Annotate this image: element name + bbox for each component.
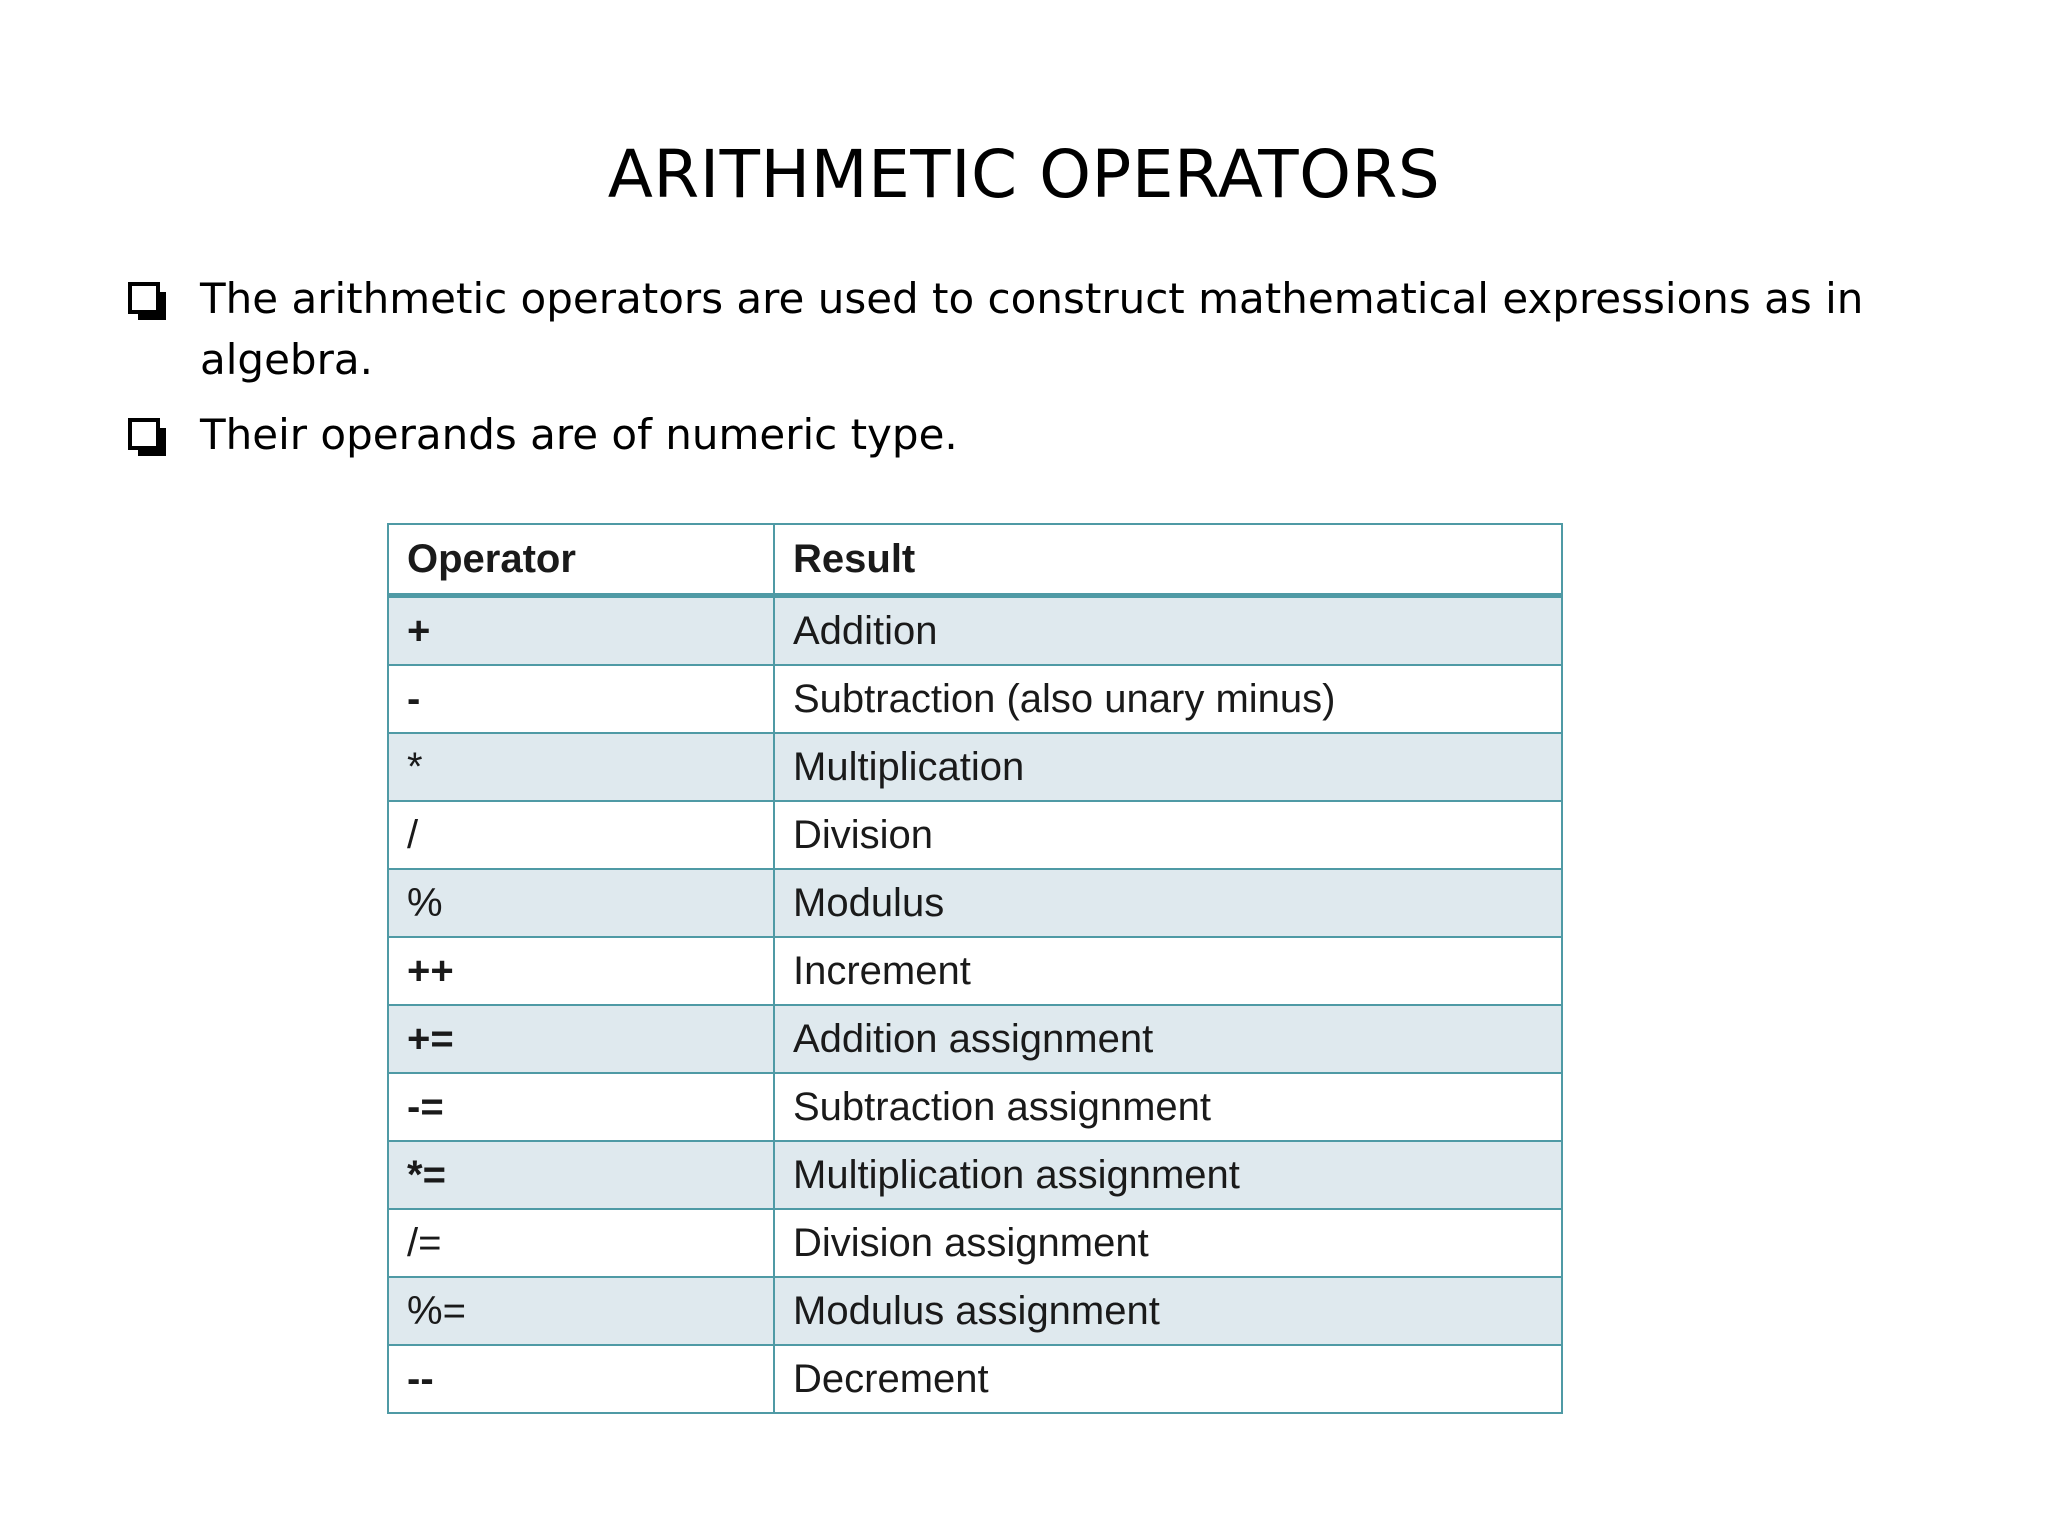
operator-cell: ++ xyxy=(388,937,774,1005)
table-row xyxy=(388,937,1562,1005)
bullet-text: Their operands are of numeric type. xyxy=(200,410,958,459)
operator-cell: /= xyxy=(388,1209,774,1277)
table-header-row xyxy=(388,524,1562,596)
bullet-list xyxy=(128,268,1888,479)
result-cell: Multiplication xyxy=(774,733,1562,801)
operator-cell: -- xyxy=(388,1345,774,1413)
result-cell: Multiplication assignment xyxy=(774,1141,1562,1209)
slide-title: ARITHMETIC OPERATORS xyxy=(607,136,1441,214)
result-cell: Division xyxy=(774,801,1562,869)
operator-cell: / xyxy=(388,801,774,869)
bullet-text: The arithmetic operators are used to construct mathematical expressions as in algebra. xyxy=(200,274,1864,384)
checkbox-bullet-icon xyxy=(128,418,160,450)
operator-cell: % xyxy=(388,869,774,937)
result-cell: Modulus assignment xyxy=(774,1277,1562,1345)
table-row xyxy=(388,1345,1562,1413)
checkbox-bullet-icon xyxy=(128,282,160,314)
table-row xyxy=(388,1209,1562,1277)
result-cell: Subtraction assignment xyxy=(774,1073,1562,1141)
table-row xyxy=(388,1141,1562,1209)
operator-cell: * xyxy=(388,733,774,801)
result-cell: Modulus xyxy=(774,869,1562,937)
table-row xyxy=(388,596,1562,666)
operator-cell: %= xyxy=(388,1277,774,1345)
operators-table xyxy=(387,523,1563,1414)
column-header-result: Result xyxy=(774,524,1562,596)
operator-cell: + xyxy=(388,596,774,666)
result-cell: Subtraction (also unary minus) xyxy=(774,665,1562,733)
table-row xyxy=(388,1073,1562,1141)
result-cell: Addition assignment xyxy=(774,1005,1562,1073)
table-row xyxy=(388,801,1562,869)
result-cell: Decrement xyxy=(774,1345,1562,1413)
table-row xyxy=(388,869,1562,937)
result-cell: Increment xyxy=(774,937,1562,1005)
bullet-item xyxy=(128,268,1888,390)
operator-cell: -= xyxy=(388,1073,774,1141)
operator-cell: += xyxy=(388,1005,774,1073)
table-row xyxy=(388,665,1562,733)
operator-cell: *= xyxy=(388,1141,774,1209)
operator-cell: - xyxy=(388,665,774,733)
table-row xyxy=(388,1005,1562,1073)
bullet-item xyxy=(128,404,1888,465)
result-cell: Addition xyxy=(774,596,1562,666)
table-row xyxy=(388,1277,1562,1345)
result-cell: Division assignment xyxy=(774,1209,1562,1277)
table-row xyxy=(388,733,1562,801)
column-header-operator: Operator xyxy=(388,524,774,596)
